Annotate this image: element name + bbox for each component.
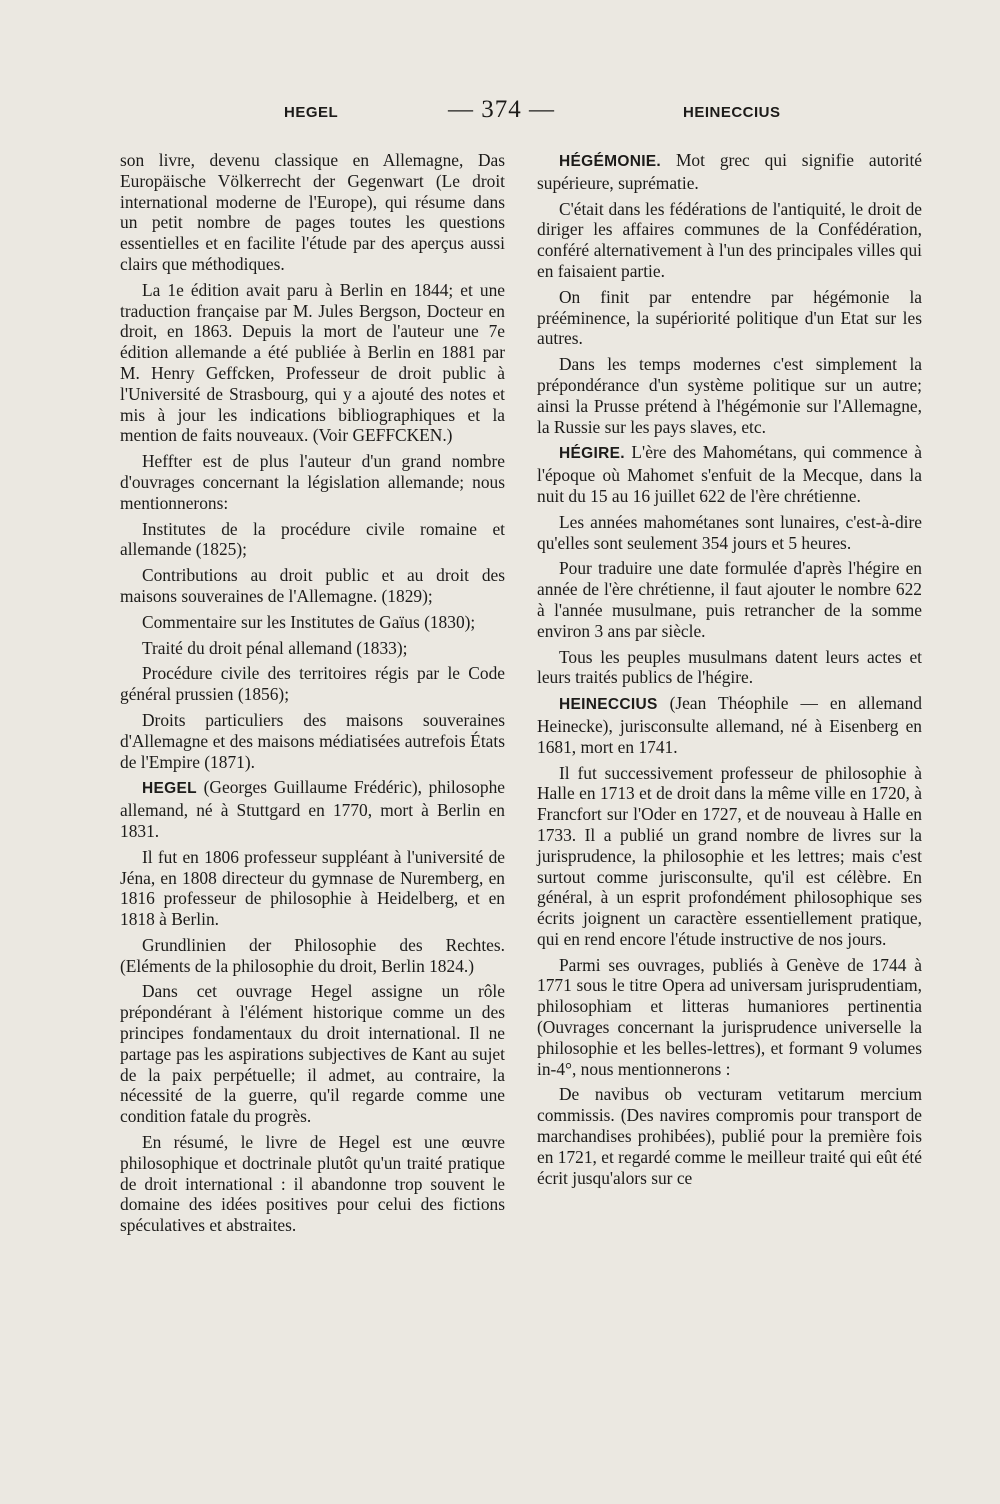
bibliography-item: Contributions au droit public et au droit des maisons souveraines de l'Allemagne. (1829); <box>120 565 505 606</box>
paragraph: Dans les temps modernes c'est simplement la prépondérance d'un système politique sur un autre; ainsi la Prusse prétend à l'hégémonie sur l'Allemagne, la Russie sur les pays slaves, etc. <box>537 354 922 437</box>
paragraph: Il fut successivement professeur de philosophie à Halle en 1713 et de droit dans la même ville en 1720, à Francfort sur l'Oder en 1727, et de nouveau à Halle en 1733. Il a publié un grand nombre de livres sur la jurisprudence, la philosophie et les lettres; mais c'est surtout comme jurisconsulte, qu'il est célèbre. En général, à un esprit profondément philosophique ses écrits joignent un caractère essentiellement pratique, qui en rend encore l'étude instructive de nos jours. <box>537 762 922 949</box>
bibliography-item: Droits particuliers des maisons souveraines d'Allemagne et des maisons médiatisées autrefois États de l'Empire (1871). <box>120 709 505 772</box>
paragraph: On finit par entendre par hégémonie la prééminence, la supériorité politique d'un Etat sur les autres. <box>537 286 922 349</box>
header-right-entry: HEINECCIUS <box>683 104 781 121</box>
bibliography-item: Grundlinien der Philosophie des Rechtes. (Eléments de la philosophie du droit, Berlin 1824.) <box>120 934 505 976</box>
paragraph: Pour traduire une date formulée d'après l'hégire en année de l'ère chrétienne, il faut ajouter le nombre 622 à l'année musulmane, puis retrancher de la somme environ 3 ans par siècle. <box>537 558 922 641</box>
paragraph: La 1e édition avait paru à Berlin en 1844; et une traduction française par M. Jules Bergson, Docteur en droit, en 1863. Depuis la mort de l'auteur une 7e édition allemande a été publiée à Berlin en 1881 par M. Henry Geffcken, Professeur de droit public à l'Université de Strasbourg, qui y a ajouté des notes et mis à jour les indications bibliographiques et la mention de faits nouveaux. (Voir GEFFCKEN.) <box>120 279 505 446</box>
entry-heineccius: HEINECCIUS (Jean Théophile — en allemand Heinecke), jurisconsulte allemand, né à Eisenberg en 1681, mort en 1741. <box>537 693 922 757</box>
paragraph: Dans cet ouvrage Hegel assigne un rôle prépondérant à l'élément historique comme un des principes fondamentaux du droit international. Il ne partage pas les aspirations subjectives de Kant au sujet de la paix perpétuelle; il admet, au contraire, la nécessité de la guerre, qu'il regarde comme une condition fatale du progrès. <box>120 981 505 1127</box>
header-left-entry: HEGEL <box>284 104 339 121</box>
running-head <box>0 96 1000 132</box>
page-number: — 374 — <box>448 96 555 123</box>
paragraph: Les années mahométanes sont lunaires, c'est-à-dire qu'elles sont seulement 354 jours et 5 heures. <box>537 511 922 553</box>
paragraph: son livre, devenu classique en Allemagne, Das Europäische Völkerrecht der Gegenwart (Le droit international moderne de l'Europe), qui résume dans un petit nombre de pages toutes les questions essentielles et en facilite l'étude par des aperçus aussi clairs que méthodiques. <box>120 150 505 274</box>
paragraph: En résumé, le livre de Hegel est une œuvre philosophique et doctrinale plutôt qu'un traité pratique de droit international : il abandonne trop souvent le domaine des idées positives pour celui des fictions spéculatives et abstraites. <box>120 1132 505 1236</box>
bibliography-item: De navibus ob vecturam vetitarum mercium commissis. (Des navires compromis pour transport de marchandises prohibées), publié pour la première fois en 1721, et regardé comme le meilleur traité qui eût été écrit jusqu'alors sur ce <box>537 1084 922 1188</box>
paragraph: Parmi ses ouvrages, publiés à Genève de 1744 à 1771 sous le titre Opera ad universam jurisprudentiam, philosophiam et litteras humaniores pertinentia (Ouvrages concernant la jurisprudence universelle la philosophie et les belles-lettres), et formant 9 volumes in-4°, nous mentionnerons : <box>537 954 922 1079</box>
left-column <box>120 150 505 1241</box>
paragraph: Heffter est de plus l'auteur d'un grand nombre d'ouvrages concernant la législation allemande; nous mentionnerons: <box>120 451 505 513</box>
entry-hegemonie: HÉGÉMONIE. Mot grec qui signifie autorité supérieure, suprématie. <box>537 150 922 193</box>
right-column <box>537 150 922 1193</box>
entry-hegel: HEGEL (Georges Guillaume Frédéric), philosophe allemand, né à Stuttgard en 1770, mort à Berlin en 1831. <box>120 777 505 841</box>
paragraph: Tous les peuples musulmans datent leurs actes et leurs traités publics de l'hégire. <box>537 646 922 688</box>
entry-hegire: HÉGIRE. L'ère des Mahométans, qui commence à l'époque où Mahomet s'enfuit de la Mecque, dans la nuit du 15 au 16 juillet 622 de l'ère chrétienne. <box>537 442 922 506</box>
paragraph: Il fut en 1806 professeur suppléant à l'université de Jéna, en 1808 directeur du gymnase de Nuremberg, en 1816 professeur de philosophie à Heidelberg, et en 1818 à Berlin. <box>120 846 505 930</box>
paragraph: C'était dans les fédérations de l'antiquité, le droit de diriger les affaires communes de la Confédération, conféré alternativement à l'un des principales villes qui en faisaient partie. <box>537 198 922 281</box>
bibliography-item: Commentaire sur les Institutes de Gaïus (1830); <box>142 611 476 632</box>
bibliography-item: Procédure civile des territoires régis par le Code général prussien (1856); <box>120 663 505 705</box>
bibliography-item: Traité du droit pénal allemand (1833); <box>142 637 408 658</box>
bibliography-item: Institutes de la procédure civile romaine et allemande (1825); <box>120 518 505 560</box>
